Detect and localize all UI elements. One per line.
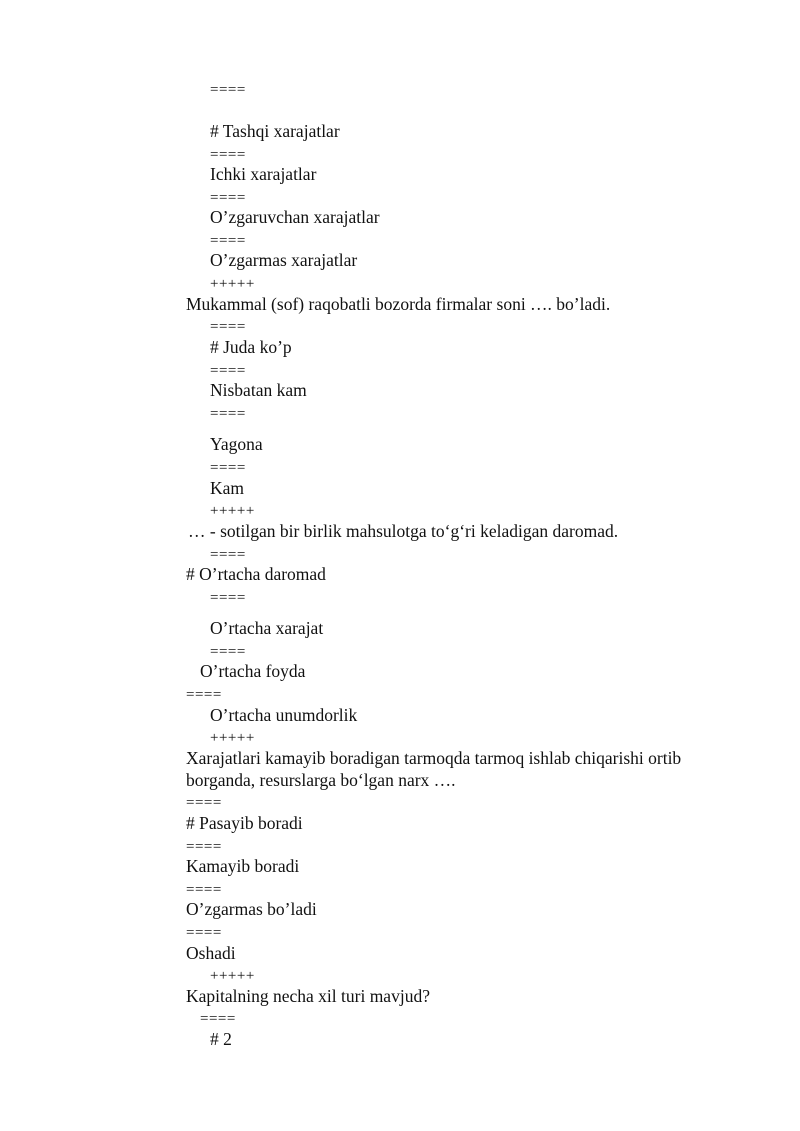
separator-line: ==== — [210, 547, 246, 563]
question-text: Mukammal (sof) raqobatli bozorda firmalar soni …. bo’ladi. — [186, 294, 611, 314]
answer-option: Ichki xarajatlar — [210, 164, 317, 184]
answer-option: Kamayib boradi — [186, 856, 300, 876]
separator-line: ==== — [210, 190, 246, 206]
answer-option: Nisbatan kam — [210, 380, 307, 400]
question-separator: +++++ — [210, 503, 255, 519]
separator-line: ==== — [186, 839, 222, 855]
answer-option: # Pasayib boradi — [186, 813, 303, 833]
answer-option: Yagona — [210, 434, 263, 454]
separator-line: ==== — [210, 82, 246, 98]
answer-option: # Juda ko’p — [210, 337, 292, 357]
separator-line: ==== — [210, 147, 246, 163]
separator-line: ==== — [210, 233, 246, 249]
answer-option: # 2 — [210, 1029, 232, 1049]
question-text: … - sotilgan bir birlik mahsulotga to‘g‘ri keladigan daromad. — [188, 521, 619, 541]
question-separator: +++++ — [210, 968, 255, 984]
separator-line: ==== — [186, 687, 222, 703]
answer-option: O’zgarmas bo’ladi — [186, 899, 317, 919]
separator-line: ==== — [210, 319, 246, 335]
separator-line: ==== — [210, 590, 246, 606]
answer-option: O’rtacha unumdorlik — [210, 705, 358, 725]
question-text: borganda, resurslarga bo‘lgan narx …. — [186, 770, 456, 790]
separator-line: ==== — [186, 795, 222, 811]
separator-line: ==== — [210, 460, 246, 476]
answer-option: # O’rtacha daromad — [186, 564, 326, 584]
answer-option: Oshadi — [186, 943, 236, 963]
question-separator: +++++ — [210, 276, 255, 292]
separator-line: ==== — [186, 882, 222, 898]
answer-option: O’zgaruvchan xarajatlar — [210, 207, 380, 227]
separator-line: ==== — [200, 1011, 236, 1027]
question-text: Xarajatlari kamayib boradigan tarmoqda tarmoq ishlab chiqarishi ortib — [186, 748, 682, 768]
separator-line: ==== — [186, 925, 222, 941]
separator-line: ==== — [210, 363, 246, 379]
answer-option: O’zgarmas xarajatlar — [210, 250, 358, 270]
answer-option: O’rtacha foyda — [200, 661, 306, 681]
answer-option: # Tashqi xarajatlar — [210, 121, 340, 141]
answer-option: O’rtacha xarajat — [210, 618, 324, 638]
answer-option: Kam — [210, 478, 245, 498]
separator-line: ==== — [210, 644, 246, 660]
separator-line: ==== — [210, 406, 246, 422]
question-text: Kapitalning necha xil turi mavjud? — [186, 986, 430, 1006]
question-separator: +++++ — [210, 730, 255, 746]
